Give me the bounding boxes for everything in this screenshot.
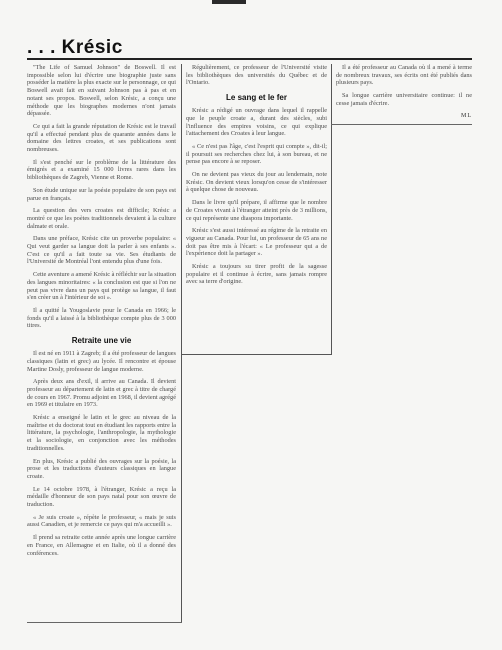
- paragraph: Régulièrement, ce professeur de l'Université visite les bibliothèques des universités du Québec et de l'Ontario.: [186, 64, 327, 87]
- paragraph: « Je suis croate », répète le professeur, « mais je suis aussi Canadien, et je remercie ce pays qui m'a accueilli ».: [27, 513, 176, 529]
- paragraph: Il a été professeur au Canada où il a mené à terme de nombreux travaux, ses écrits ont été publiés dans plusieurs pays.: [336, 64, 472, 87]
- paragraph: On ne devient pas vieux du jour au lendemain, note Krésic. On devient vieux lorsqu'on cesse de s'intéresser à quelque chose de nouveau.: [186, 171, 327, 194]
- paragraph: Sa longue carrière universitaire continue: il ne cesse jamais d'écrire.: [336, 92, 472, 107]
- paragraph: « Ce n'est pas l'âge, c'est l'esprit qui compte », dit-il; il poursuit ses recherches chez lui, à son bureau, et ne pense pas encore à se reposer.: [186, 142, 327, 166]
- paragraph: Son étude unique sur la poésie populaire de son pays est parue en français.: [27, 186, 176, 202]
- paragraph: Krésic a toujours su tirer profit de la sagesse populaire et il continue à écrire, sans jamais rompre avec sa terre d'origine.: [186, 263, 327, 286]
- column-divider-1: [181, 64, 182, 622]
- headline-rule: [27, 58, 472, 60]
- paragraph: Ce qui a fait la grande réputation de Krésic est le travail qu'il a effectué pendant plus de quarante années dans le domaine des lettres croates, et ses publications sont nombreuses.: [27, 122, 176, 154]
- column-divider-2: [331, 64, 332, 354]
- paragraph: Le 14 octobre 1978, à l'étranger, Krésic a reçu la médaille d'honneur de son pays natal pour son œuvre de traduction.: [27, 485, 176, 509]
- article-column-3: [336, 64, 472, 124]
- column3-bottom-rule: [331, 124, 472, 125]
- paragraph: En plus, Krésic a publié des ouvrages sur la poésie, la prose et les traductions d'auteurs classiques en langue croate.: [27, 457, 176, 480]
- paragraph: Krésic s'est aussi intéressé au régime de la retraite en vigueur au Canada. Pour lui, un professeur de 65 ans ne doit pas être mis à l'écart: « Le professeur qui a de l'expérience doit la partager ».: [186, 227, 327, 258]
- page-top-mark: [212, 0, 246, 4]
- article-column-1: [27, 64, 176, 624]
- paragraph: Il prend sa retraite cette année après une longue carrière en France, en Allemagne et en Italie, où il a donné des conférences.: [27, 534, 176, 557]
- paragraph: Krésic a enseigné le latin et le grec au niveau de la maîtrise et du doctorat tout en étudiant les rapports entre la littérature, la psychologie, l'anthropologie, la mythologie et la sociologie, en conjonction avec les méthodes traditionnelles.: [27, 414, 176, 452]
- paragraph: "The Life of Samuel Johnson" de Boswell. Il est impossible selon lui d'écrire une biographie juste sans posséder la matière la plus exacte sur le personnage, ce qui Boswell avait fait en suivant Johnson pas à pas et en notant ses propos. Boswell, selon Krésic, a conçu une méthode que les biographes modernes n'ont jamais dépassée.: [27, 64, 176, 118]
- article-column-2: [186, 64, 327, 364]
- paragraph: Après deux ans d'exil, il arrive au Canada. Il devient professeur au département de latin et grec à titre de chargé de cours en 1967. Promu adjoint en 1968, il devient agrégé en 1969 et titulaire en 1973.: [27, 378, 176, 409]
- paragraph: Il s'est penché sur le problème de la littérature des émigrés et a examiné 15 000 livres rares dans les bibliothèques de Zagreb, Vienne et Rome.: [27, 158, 176, 182]
- author-signature: ML: [461, 112, 472, 119]
- section-subhead: Retraite une vie: [71, 336, 132, 346]
- paragraph: Il a quitté la Yougoslavie pour le Canada en 1966; le fonds qu'il a laissé à la bibliothèque compte plus de 3 000 titres.: [27, 306, 176, 330]
- headline: . . . Krésic: [27, 37, 123, 58]
- paragraph: Krésic a rédigé un ouvrage dans lequel il rappelle que le peuple croate a, durant des siècles, subi l'influence des empires voisins, ce qui explique l'attachement des Croates à leur langue.: [186, 107, 327, 138]
- paragraph: Dans une préface, Krésic cite un proverbe populaire: « Qui veut garder sa langue doit la parler à ses enfants ». C'est ce qu'il a fait toute sa vie. Ses étudiants de l'Université de Montréal l'ont entendu plus d'une fois.: [27, 235, 176, 266]
- paragraph: La question des vers croates est difficile; Krésic a montré ce que les poètes traditionnels devaient à la culture dalmate et orale.: [27, 207, 176, 230]
- section-subhead: Le sang et le fer: [226, 93, 287, 103]
- paragraph: Dans le livre qu'il prépare, il affirme que le nombre de Croates vivant à l'étranger atteint près de 3 millions, ce qui représente une diaspora importante.: [186, 199, 327, 222]
- paragraph: Cette aventure a amené Krésic à réfléchir sur la situation des langues minoritaires: « la conclusion est que si l'on ne peut pas vivre dans un pays qui protège sa langue, il faut s'en créer un à l'intérieur de soi ».: [27, 271, 176, 302]
- paragraph: Il est né en 1911 à Zagreb; il a été professeur de langues classiques (latin et grec) au lycée. Il rencontre et épouse Martine Dosly, professeur de langue moderne.: [27, 350, 176, 373]
